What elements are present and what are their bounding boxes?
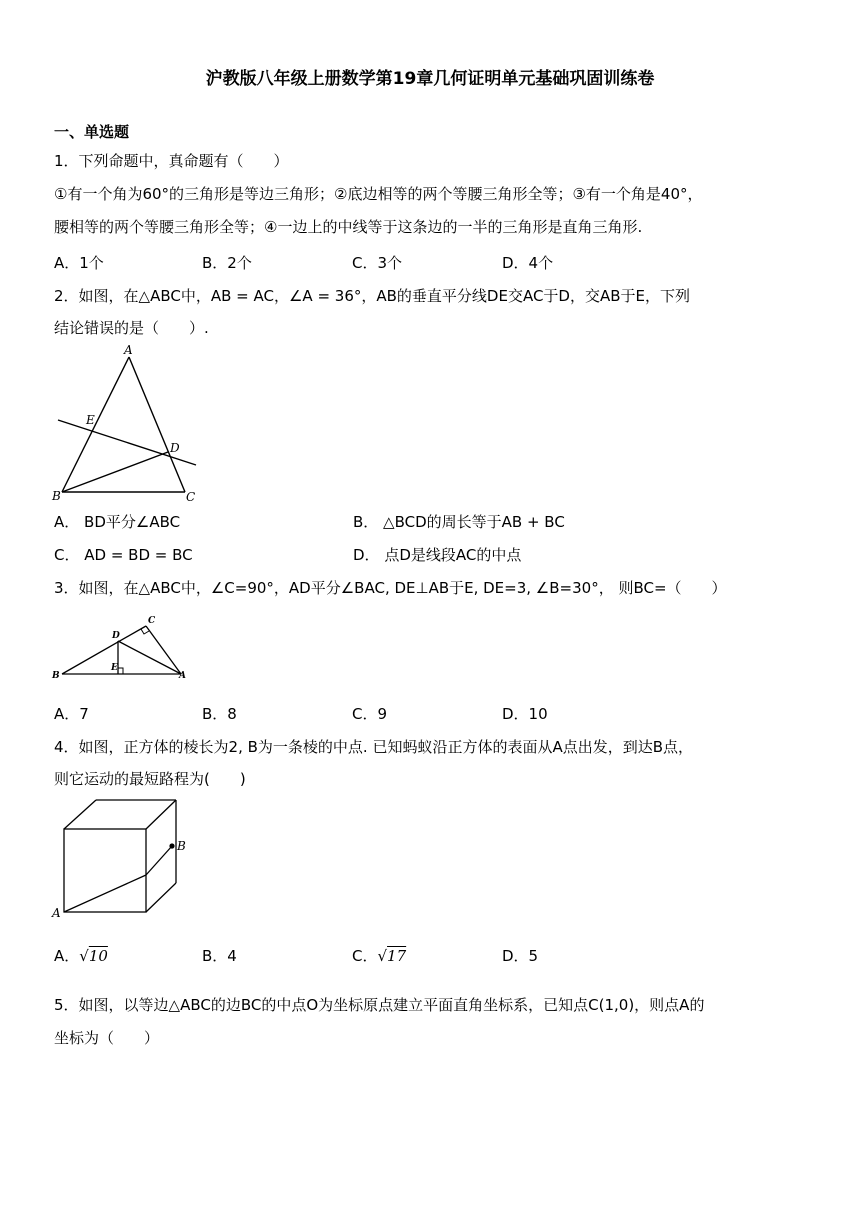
q2-stem-line2: 结论错误的是（ ）. bbox=[54, 319, 209, 337]
q2-label-b: B bbox=[52, 489, 61, 503]
q4-stem-line2: 则它运动的最短路程为( ) bbox=[54, 770, 246, 788]
q2-stem-line1: 2．如图，在△ABC中，AB = AC，∠A = 36°，AB的垂直平分线DE交AC于D，交AB于E，下列 bbox=[54, 287, 691, 305]
section-heading: 一、单选题 bbox=[54, 123, 130, 141]
q3-label-a: A bbox=[179, 671, 186, 681]
q3-label-c: C bbox=[148, 616, 156, 626]
q1-statements-line2: 腰相等的两个等腰三角形全等；④一边上的中线等于这条边的一半的三角形是直角三角形. bbox=[54, 218, 643, 236]
q3-stem: 3．如图，在△ABC中，∠C=90°，AD平分∠BAC, DE⊥AB于E, DE=3, ∠B=30°， 则BC=（ ） bbox=[54, 579, 727, 597]
q4-option-c-radical: √17 bbox=[377, 947, 407, 965]
q1-option-a: A．1个 bbox=[54, 254, 104, 272]
q4-option-c: C．√17 bbox=[352, 947, 407, 965]
q2-option-d: D． 点D是线段AC的中点 bbox=[353, 546, 522, 564]
q2-triangle-figure bbox=[50, 340, 210, 505]
q4-cube-figure bbox=[50, 795, 200, 920]
q2-label-e: E bbox=[86, 413, 95, 427]
q3-option-b: B．8 bbox=[202, 705, 237, 723]
q4-option-b: B．4 bbox=[202, 947, 237, 965]
q3-label-b: B bbox=[52, 671, 60, 681]
q2-label-c: C bbox=[186, 490, 196, 504]
q2-label-d: D bbox=[170, 441, 180, 455]
q3-option-d: D．10 bbox=[502, 705, 548, 723]
q1-option-d: D．4个 bbox=[502, 254, 554, 272]
q3-label-e: E bbox=[111, 663, 118, 673]
q4-stem-line1: 4．如图，正方体的棱长为2, B为一条棱的中点. 已知蚂蚁沿正方体的表面从A点出发，到达B点， bbox=[54, 738, 694, 756]
q1-statements-line1: ①有一个角为60°的三角形是等边三角形；②底边相等的两个等腰三角形全等；③有一个角是40°， bbox=[54, 185, 703, 203]
q2-option-a: A． BD平分∠ABC bbox=[54, 513, 181, 531]
q2-option-c: C． AD = BD = BC bbox=[54, 546, 193, 564]
q1-option-c: C．3个 bbox=[352, 254, 403, 272]
q4-option-a-radical: √10 bbox=[79, 947, 108, 965]
q5-stem-line2: 坐标为（ ） bbox=[54, 1029, 160, 1047]
q2-label-a: A bbox=[124, 343, 133, 357]
q3-label-d: D bbox=[112, 631, 120, 641]
q4-option-a: A．√10 bbox=[54, 947, 108, 965]
q5-stem-line1: 5．如图，以等边△ABC的边BC的中点O为坐标原点建立平面直角坐标系，已知点C(1,0)，则点A的 bbox=[54, 996, 705, 1014]
q3-option-a: A．7 bbox=[54, 705, 89, 723]
q4-option-d: D．5 bbox=[502, 947, 539, 965]
q4-label-a: A bbox=[52, 906, 61, 920]
page-title: 沪教版八年级上册数学第19章几何证明单元基础巩固训练卷 bbox=[205, 69, 655, 89]
q3-option-c: C．9 bbox=[352, 705, 388, 723]
q1-option-b: B．2个 bbox=[202, 254, 252, 272]
q3-triangle-figure bbox=[50, 606, 195, 684]
q4-label-b: B bbox=[177, 839, 186, 853]
q2-option-b: B． △BCD的周长等于AB + BC bbox=[353, 513, 565, 531]
q1-stem: 1．下列命题中，真命题有（ ） bbox=[54, 152, 289, 170]
